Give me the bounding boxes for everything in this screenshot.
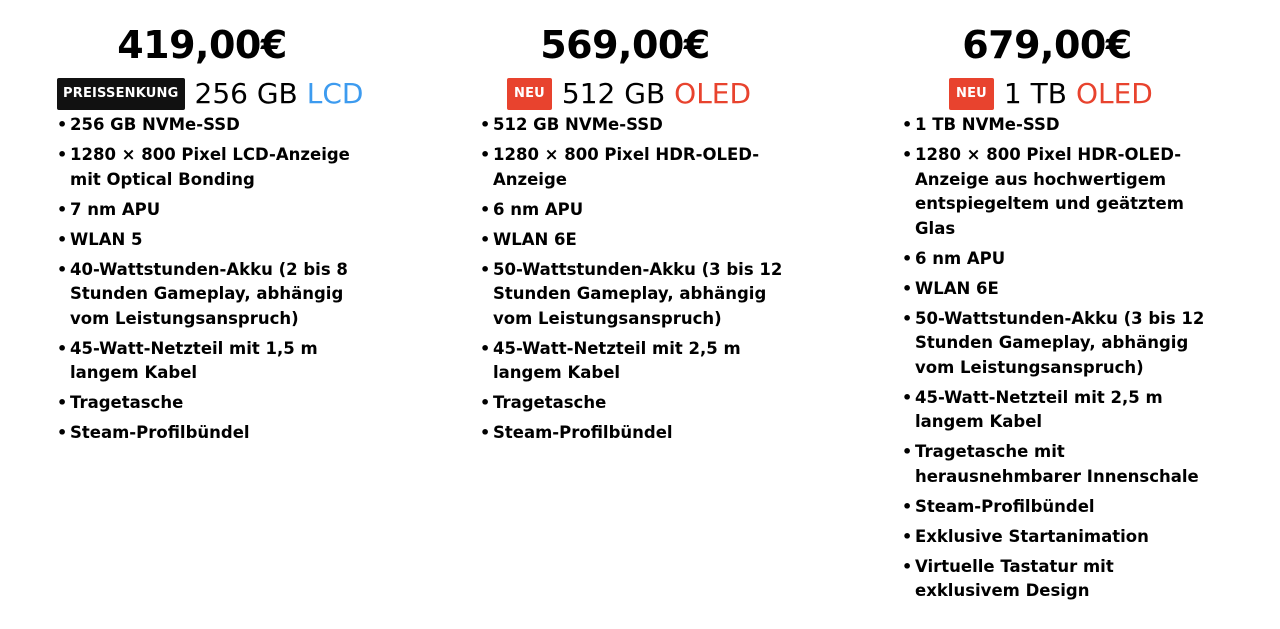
feature-text: Virtuelle Tastatur mit exklusivem Design — [915, 556, 1114, 600]
bullet-icon: • — [480, 259, 491, 279]
feature-text: 7 nm APU — [70, 199, 161, 219]
feature-text: 40-Wattstunden-Akku (2 bis 8 Stunden Gameplay, abhängig vom Leistungsanspruch) — [70, 259, 348, 328]
feature-text: 50-Wattstunden-Akku (3 bis 12 Stunden Gameplay, abhängig vom Leistungsanspruch) — [915, 308, 1205, 377]
feature-item — [902, 386, 1222, 435]
feature-text: WLAN 6E — [493, 229, 577, 249]
bullet-icon: • — [57, 259, 68, 279]
storage-capacity: 512 GB — [561, 77, 666, 110]
bullet-icon: • — [57, 115, 68, 134]
feature-item — [57, 258, 377, 332]
bullet-icon: • — [57, 423, 68, 442]
feature-item — [902, 277, 1222, 302]
feature-item — [902, 555, 1222, 604]
feature-item — [480, 258, 800, 332]
feature-text: 1280 × 800 Pixel LCD-Anzeige mit Optical Bonding — [70, 145, 350, 189]
feature-item — [480, 421, 800, 446]
feature-text: 1280 × 800 Pixel HDR-OLED-Anzeige aus hochwertigem entspiegeltem und geätztem Glas — [915, 145, 1184, 238]
bullet-icon: • — [902, 526, 913, 546]
feature-list — [480, 113, 800, 451]
bullet-icon: • — [902, 442, 913, 461]
bullet-icon: • — [57, 145, 68, 164]
bullet-icon: • — [480, 115, 491, 134]
feature-text: Exklusive Startanimation — [915, 526, 1149, 546]
bullet-icon: • — [902, 496, 913, 516]
feature-text: 6 nm APU — [915, 248, 1006, 268]
display-type: LCD — [306, 77, 364, 110]
price: 419,00€ — [117, 23, 287, 67]
bullet-icon: • — [57, 393, 68, 412]
feature-text: Steam-Profilbündel — [70, 423, 250, 442]
feature-text: Tragetasche — [70, 393, 184, 412]
feature-item — [480, 391, 800, 416]
feature-text: Steam-Profilbündel — [493, 423, 673, 442]
feature-text: 512 GB NVMe-SSD — [493, 115, 663, 134]
feature-list — [57, 113, 377, 451]
price: 679,00€ — [962, 23, 1132, 67]
feature-list — [902, 113, 1222, 609]
feature-text: 45-Watt-Netzteil mit 2,5 m langem Kabel — [493, 338, 741, 382]
bullet-icon: • — [57, 338, 68, 358]
new-badge: NEU — [507, 78, 552, 110]
bullet-icon: • — [902, 308, 913, 328]
feature-item — [480, 228, 800, 253]
model-headline — [949, 78, 1153, 110]
feature-text: WLAN 5 — [70, 229, 143, 249]
feature-item — [57, 228, 377, 253]
price-drop-badge: PREISSENKUNG — [57, 78, 185, 110]
bullet-icon: • — [57, 229, 68, 249]
feature-item — [480, 198, 800, 223]
feature-text: 1280 × 800 Pixel HDR-OLED-Anzeige — [493, 145, 760, 189]
bullet-icon: • — [480, 229, 491, 249]
feature-item — [480, 113, 800, 138]
feature-item — [902, 525, 1222, 550]
new-badge: NEU — [949, 78, 994, 110]
display-type: OLED — [1075, 77, 1153, 110]
feature-item — [480, 337, 800, 386]
bullet-icon: • — [480, 199, 491, 219]
storage-capacity: 1 TB — [1003, 77, 1067, 110]
feature-item — [480, 143, 800, 192]
feature-item — [57, 143, 377, 192]
bullet-icon: • — [902, 556, 913, 576]
model-headline — [507, 78, 751, 110]
feature-item — [902, 143, 1222, 241]
bullet-icon: • — [480, 423, 491, 442]
bullet-icon: • — [902, 278, 913, 298]
feature-text: Tragetasche — [493, 393, 607, 412]
bullet-icon: • — [902, 387, 913, 407]
price: 569,00€ — [540, 23, 710, 67]
feature-text: Tragetasche mit herausnehmbarer Innenschale — [915, 442, 1199, 486]
feature-item — [57, 198, 377, 223]
feature-text: 45-Watt-Netzteil mit 1,5 m langem Kabel — [70, 338, 318, 382]
feature-item — [57, 421, 377, 446]
feature-text: 50-Wattstunden-Akku (3 bis 12 Stunden Gameplay, abhängig vom Leistungsanspruch) — [493, 259, 783, 328]
bullet-icon: • — [902, 115, 913, 134]
feature-text: WLAN 6E — [915, 278, 999, 298]
storage-capacity: 256 GB — [194, 77, 298, 110]
bullet-icon: • — [902, 248, 913, 268]
bullet-icon: • — [480, 145, 491, 164]
bullet-icon: • — [57, 199, 68, 219]
feature-text: 6 nm APU — [493, 199, 584, 219]
feature-item — [902, 440, 1222, 489]
feature-item — [902, 247, 1222, 272]
feature-item — [57, 391, 377, 416]
model-headline — [57, 78, 363, 110]
feature-text: Steam-Profilbündel — [915, 496, 1095, 516]
bullet-icon: • — [480, 393, 491, 412]
bullet-icon: • — [902, 145, 913, 164]
feature-item — [57, 113, 377, 138]
bullet-icon: • — [480, 338, 491, 358]
feature-item — [902, 495, 1222, 520]
feature-text: 45-Watt-Netzteil mit 2,5 m langem Kabel — [915, 387, 1163, 431]
feature-text: 256 GB NVMe-SSD — [70, 115, 240, 134]
display-type: OLED — [674, 77, 752, 110]
feature-item — [902, 113, 1222, 138]
feature-item — [902, 307, 1222, 381]
feature-item — [57, 337, 377, 386]
feature-text: 1 TB NVMe-SSD — [915, 115, 1060, 134]
